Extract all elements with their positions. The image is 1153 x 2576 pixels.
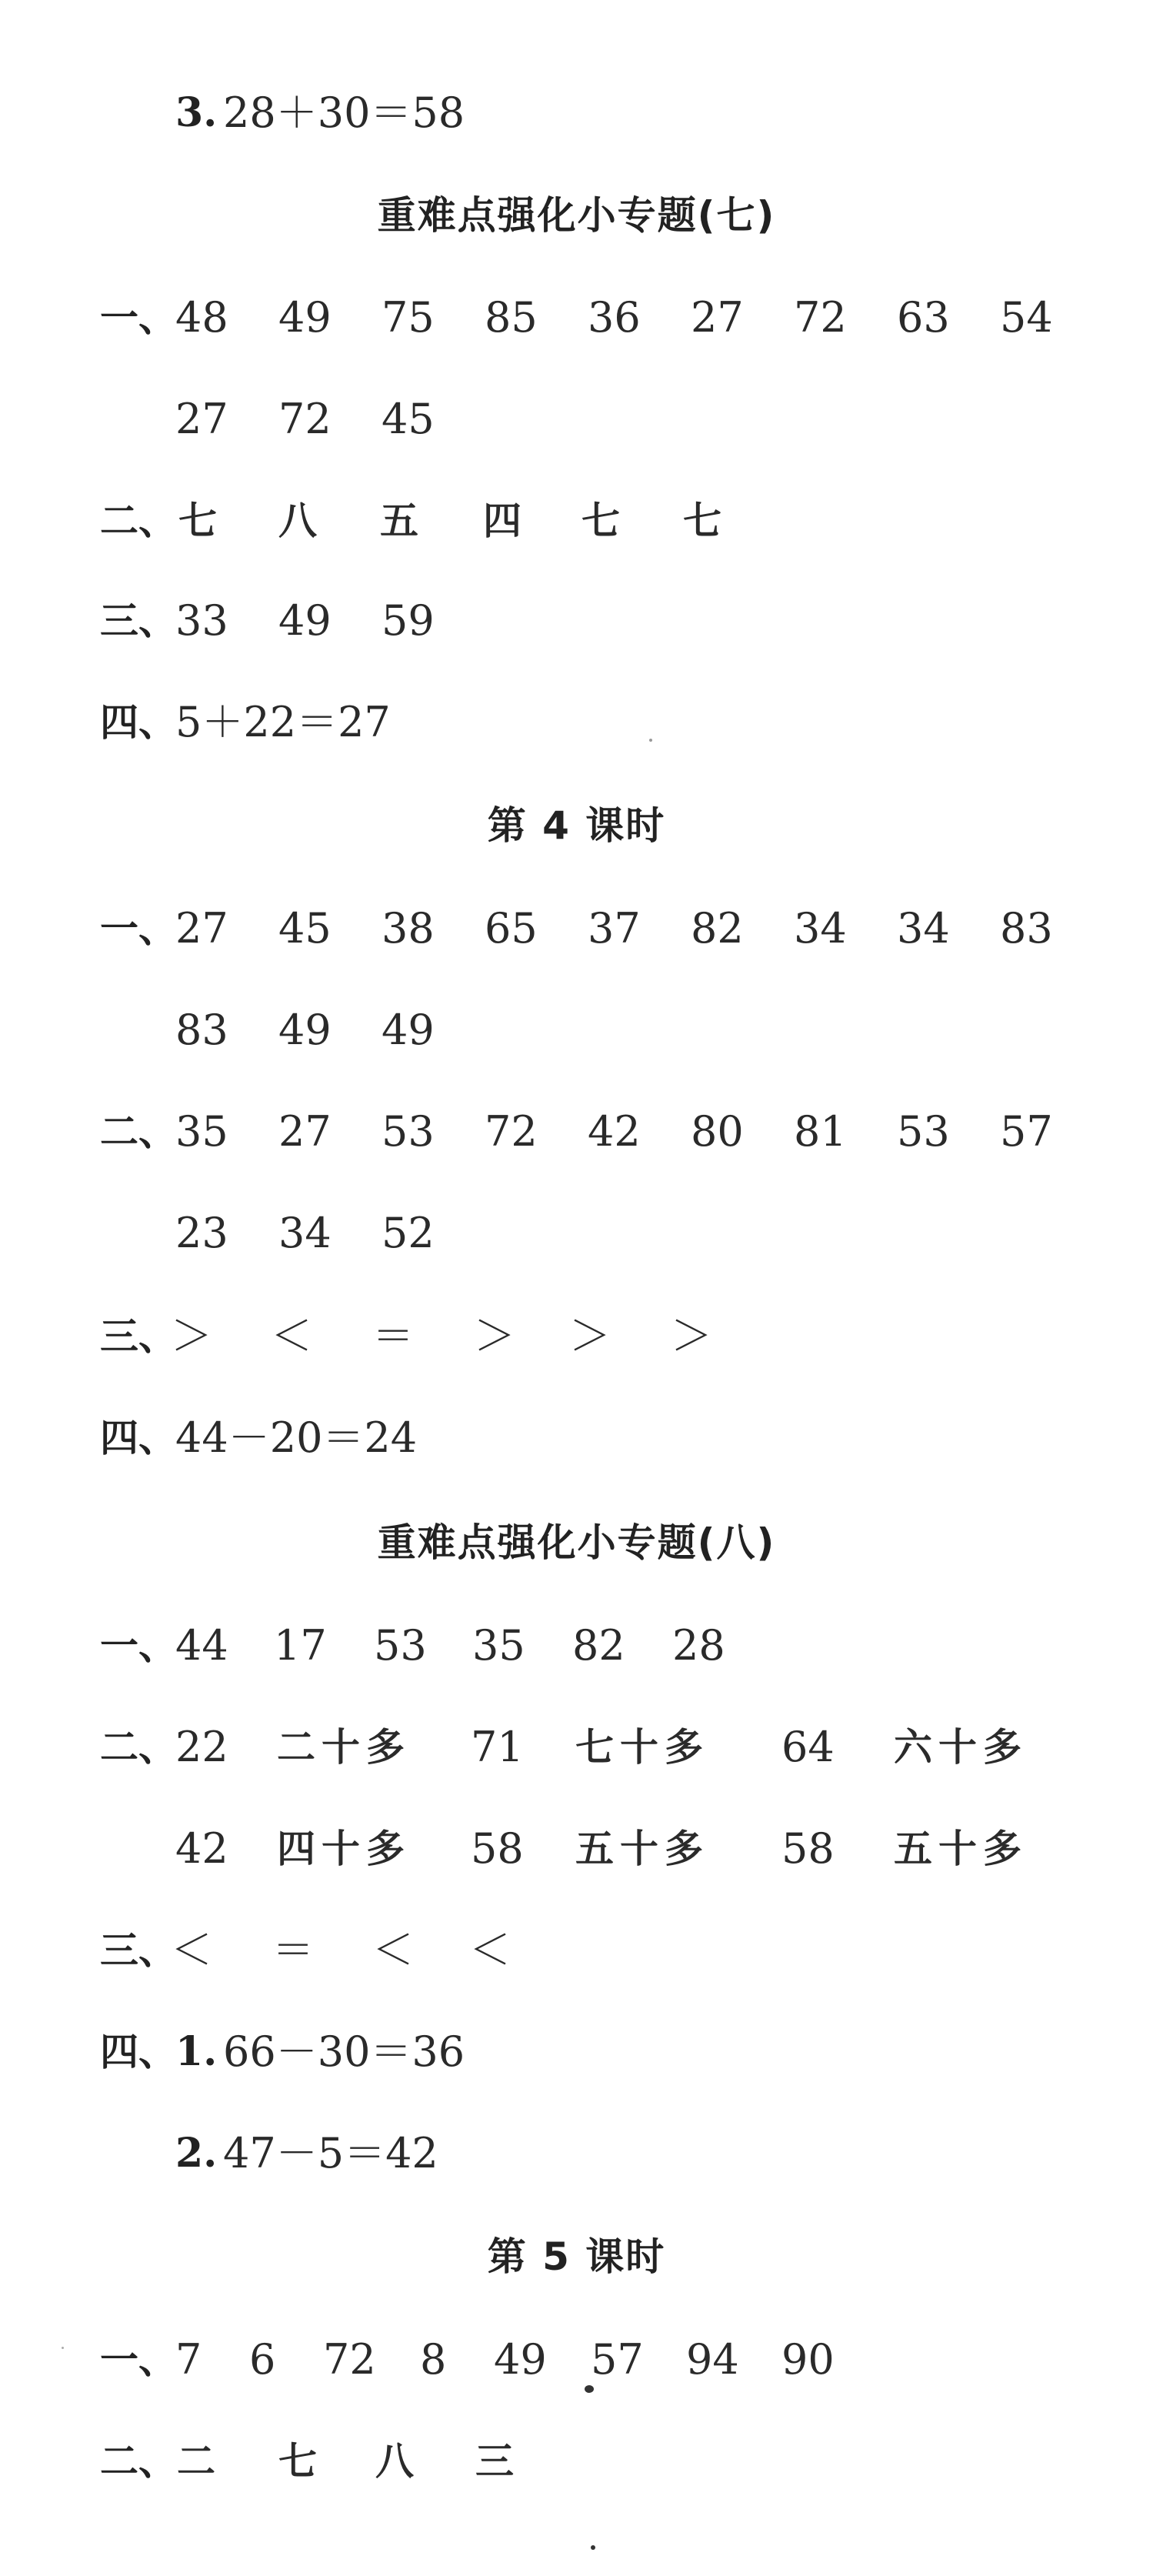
comparison-symbol: ＜ [271,1312,312,1360]
question-label: 四、 [100,2030,177,2074]
answer-value: 49 [382,1006,435,1054]
answer-value: 75 [382,293,435,342]
answer-value: 34 [278,1209,332,1257]
answer-value: 42 [588,1107,641,1156]
answer-value: 27 [175,904,228,953]
answer-value: 28 [672,1621,725,1670]
answer-value: 33 [175,596,228,645]
comparison-symbol: ＞ [171,1312,212,1360]
comparison-symbol: ＜ [372,1926,414,1974]
answer-value: 23 [175,1209,228,1257]
answer-value: 83 [175,1006,228,1054]
section-title: 重难点强化小专题(七) [377,193,776,238]
answer-value: 45 [278,904,332,953]
answer-value: 72 [278,395,332,443]
scan-speck [62,2347,64,2349]
answer-value: 58 [471,1824,524,1873]
equation: 47－5＝42 [223,2129,438,2177]
section-title: 第 4 课时 [487,803,666,848]
answer-value: 48 [175,293,228,342]
answer-value: 七 [178,499,223,543]
answer-value: 五 [380,499,425,543]
answer-value: 35 [175,1107,228,1156]
question-label: 二、 [100,1725,177,1770]
answer-value: 27 [175,395,228,443]
answer-value: 81 [794,1107,847,1156]
estimate-value: 二十多 [277,1725,411,1770]
answer-value: 63 [897,293,950,342]
answer-value: 七 [683,499,728,543]
comparison-symbol: ＞ [569,1312,611,1360]
section-title: 第 5 课时 [487,2234,666,2279]
answer-value: 34 [897,904,950,953]
answer-value: 八 [278,499,323,543]
scan-speck [649,739,652,742]
comparison-symbol: ＝ [272,1926,314,1974]
answer-value: 42 [175,1824,228,1873]
answer-value: 三 [475,2439,520,2484]
estimate-value: 六十多 [894,1725,1028,1770]
scan-speck [585,2385,594,2393]
question-label: 一、 [100,906,177,951]
answer-value: 53 [374,1621,427,1670]
answer-value: 72 [323,2335,376,2384]
answer-value: 七 [581,499,626,543]
comparison-symbol: ＝ [372,1312,414,1360]
comparison-symbol: ＜ [469,1926,511,1974]
answer-value: 82 [572,1621,625,1670]
answer-value: 82 [691,904,744,953]
answer-value: 57 [1000,1107,1053,1156]
question-label: 四、 [100,700,177,745]
question-label: 三、 [100,599,177,643]
equation: 44－20＝24 [175,1413,418,1462]
answer-value: 35 [472,1621,525,1670]
answer-value: 44 [175,1621,228,1670]
sub-question-number: 2. [175,2130,218,2177]
answer-value: 72 [485,1107,538,1156]
section-title: 重难点强化小专题(八) [377,1520,776,1565]
equation: 28＋30＝58 [223,88,465,137]
answer-value: 四 [483,499,528,543]
answer-value: 49 [278,1006,332,1054]
question-label: 四、 [100,1416,177,1460]
answer-value: 34 [794,904,847,953]
question-label: 二、 [100,1109,177,1154]
answer-value: 90 [781,2335,835,2384]
answer-value: 57 [591,2335,644,2384]
equation: 66－30＝36 [223,2027,465,2076]
answer-value: 27 [278,1107,332,1156]
answer-value: 27 [691,293,744,342]
question-label: 一、 [100,295,177,340]
scan-speck [591,2545,595,2550]
estimate-value: 四十多 [277,1827,411,1871]
answer-value: 七 [278,2439,323,2484]
answer-value: 37 [588,904,641,953]
answer-value: 72 [794,293,847,342]
answer-value: 6 [249,2335,276,2384]
answer-value: 49 [278,293,332,342]
answer-value: 52 [382,1209,435,1257]
question-label: 二、 [100,499,177,543]
answer-value: 53 [382,1107,435,1156]
answer-value: 49 [494,2335,547,2384]
question-label: 一、 [100,2337,177,2382]
answer-value: 36 [588,293,641,342]
answer-value: 八 [375,2439,420,2484]
estimate-value: 七十多 [575,1725,709,1770]
comparison-symbol: ＞ [671,1312,712,1360]
answer-value: 65 [485,904,538,953]
question-label: 二、 [100,2439,177,2484]
answer-value: 53 [897,1107,950,1156]
answer-value: 83 [1000,904,1053,953]
question-number: 3. [175,89,218,136]
estimate-value: 五十多 [894,1827,1028,1871]
answer-value: 8 [420,2335,447,2384]
question-label: 三、 [100,1314,177,1359]
answer-value: 17 [274,1621,327,1670]
question-label: 三、 [100,1928,177,1973]
comparison-symbol: ＜ [171,1926,212,1974]
answer-value: 58 [781,1824,835,1873]
sub-question-number: 1. [175,2028,218,2075]
answer-value: 二 [177,2439,222,2484]
answer-value: 49 [278,596,332,645]
answer-value: 80 [691,1107,744,1156]
estimate-value: 五十多 [575,1827,709,1871]
answer-value: 64 [781,1723,835,1771]
answer-value: 38 [382,904,435,953]
comparison-symbol: ＞ [474,1312,515,1360]
answer-value: 85 [485,293,538,342]
answer-value: 94 [686,2335,739,2384]
answer-value: 71 [471,1723,524,1771]
answer-value: 59 [382,596,435,645]
answer-value: 45 [382,395,435,443]
answer-value: 54 [1000,293,1053,342]
answer-value: 22 [175,1723,228,1771]
answer-value: 7 [175,2335,202,2384]
equation: 5＋22＝27 [175,698,391,746]
question-label: 一、 [100,1623,177,1668]
